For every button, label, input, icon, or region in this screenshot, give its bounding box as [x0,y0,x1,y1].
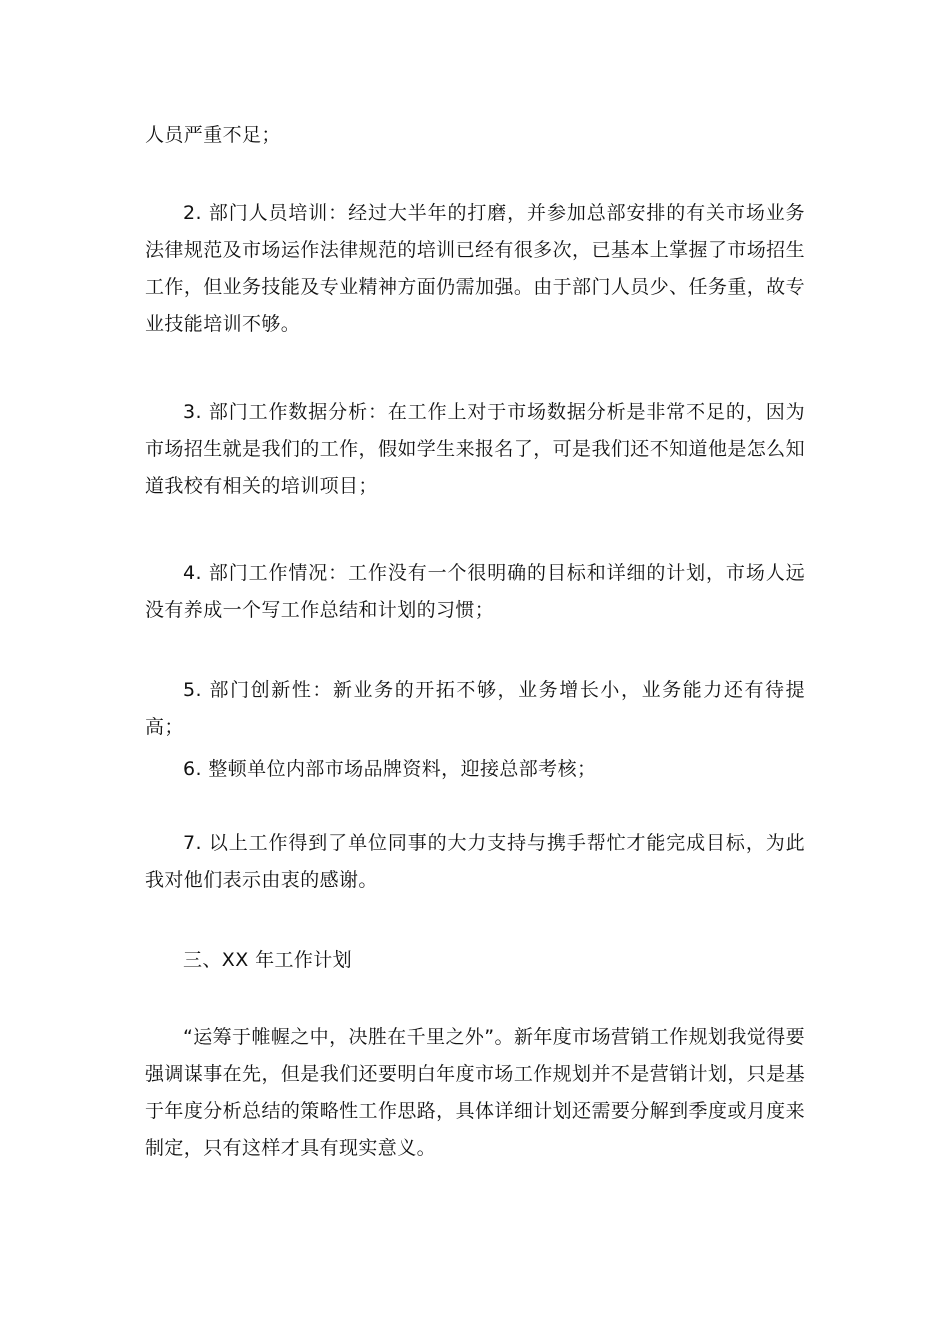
paragraph-item-6: 6. 整顿单位内部市场品牌资料，迎接总部考核； [183,758,597,780]
paragraph-item-2: 2. 部门人员培训：经过大半年的打磨，并参加总部安排的有关市场业务法律规范及市场运作法律规范的培训已经有很多次，已基本上掌握了市场招生工作，但业务技能及专业精神方面仍需加强。由于部门人员少、任务重，故专业技能培训不够。 [145,202,805,335]
paragraph-item-3: 3. 部门工作数据分析：在工作上对于市场数据分析是非常不足的，因为市场招生就是我们的工作，假如学生来报名了，可是我们还不知道他是怎么知道我校有相关的培训项目； [145,401,805,497]
paragraph-item-7: 7. 以上工作得到了单位同事的大力支持与携手帮忙才能完成目标，为此我对他们表示由衷的感谢。 [145,832,805,891]
paragraph-continuation: 人员严重不足； [145,124,281,146]
paragraph-plan-intro: “运筹于帷幄之中，决胜在千里之外”。新年度市场营销工作规划我觉得要强调谋事在先，但是我们还要明白年度市场工作规划并不是营销计划，只是基于年度分析总结的策略性工作思路，具体详细计划还需要分解到季度或月度来制定，只有这样才具有现实意义。 [145,1026,805,1159]
paragraph-item-5: 5. 部门创新性：新业务的开拓不够，业务增长小，业务能力还有待提高； [145,679,805,738]
section-heading: 三、XX 年工作计划 [183,949,353,971]
paragraph-item-4: 4. 部门工作情况：工作没有一个很明确的目标和详细的计划，市场人远没有养成一个写工作总结和计划的习惯； [145,562,805,621]
